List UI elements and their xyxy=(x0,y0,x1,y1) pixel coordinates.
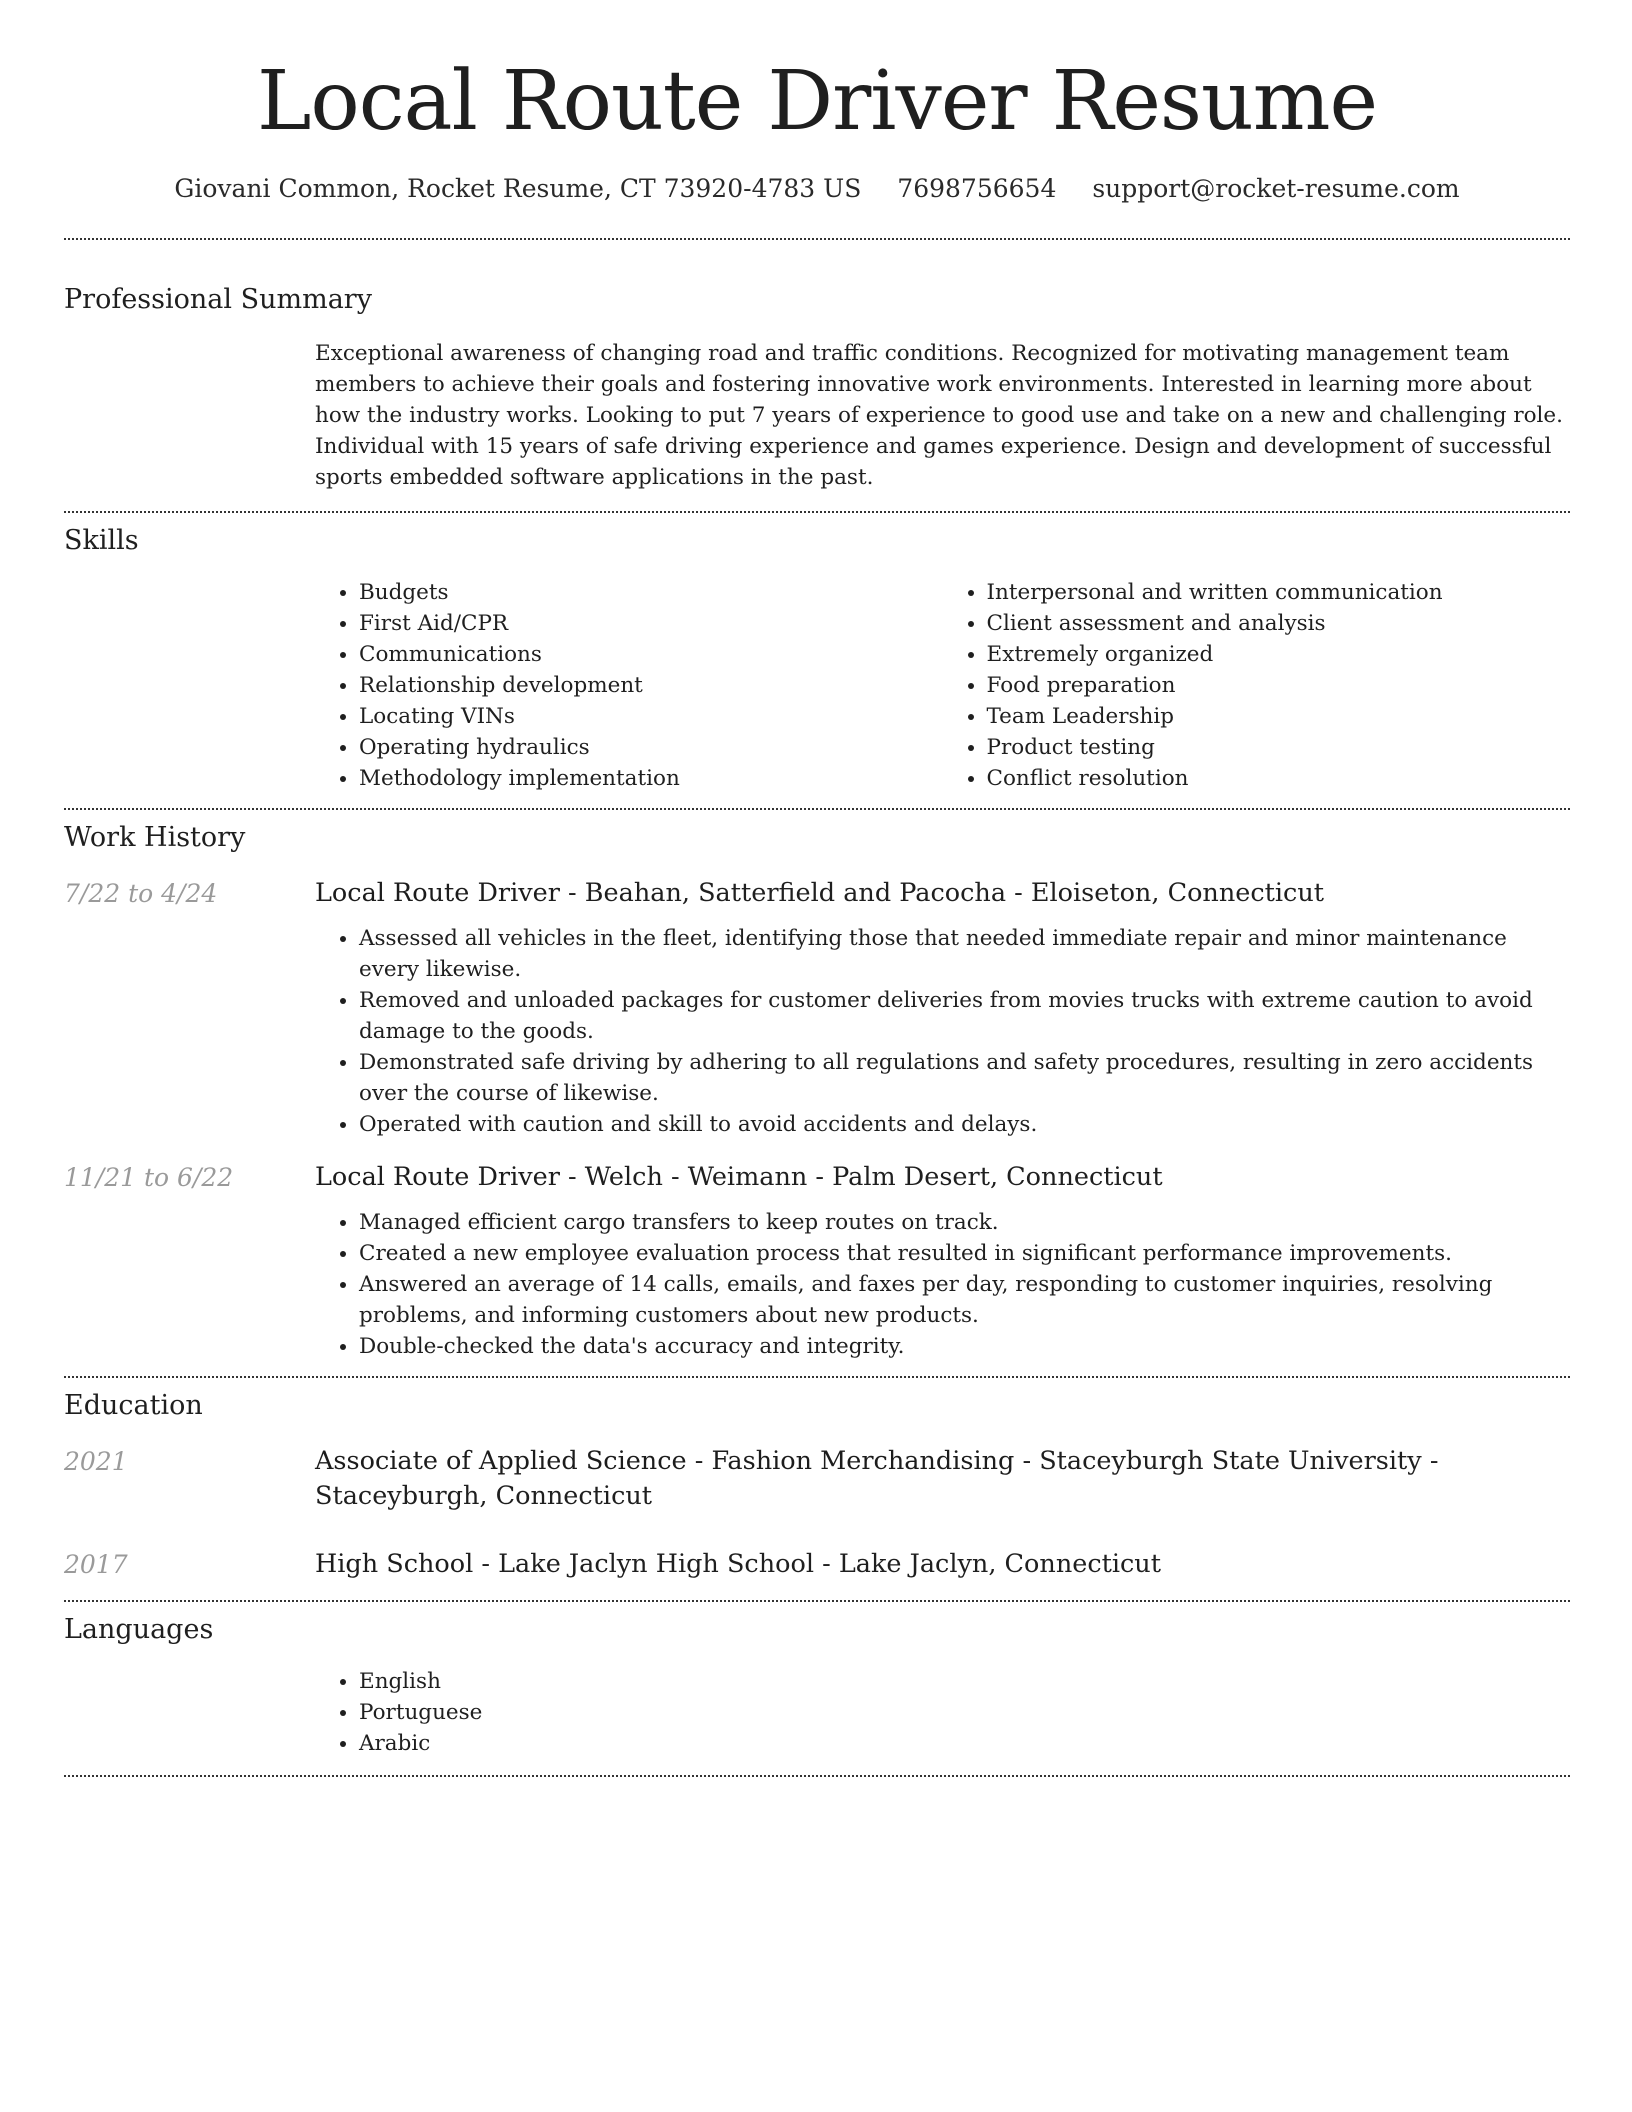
section-heading: Professional Summary xyxy=(64,284,372,315)
skill-item: • Methodology implementation xyxy=(359,763,943,794)
job-bullet: • Assessed all vehicles in the fleet, identifying those that needed immediate repair and minor maintenance every likewise. xyxy=(359,923,1570,985)
job-bullet: • Created a new employee evaluation process that resulted in significant performance improvements. xyxy=(359,1238,1570,1269)
education-heading: High School - Lake Jaclyn High School - Lake Jaclyn, Connecticut xyxy=(315,1549,1161,1579)
degree: High School xyxy=(315,1549,474,1579)
language-item: • Arabic xyxy=(359,1728,1570,1759)
education-entry xyxy=(64,1547,1570,1582)
education-year: 2021 xyxy=(64,1447,128,1476)
education-section xyxy=(64,1388,1570,1582)
contact-line xyxy=(64,172,1570,206)
job-bullets xyxy=(315,923,1570,1140)
degree: Associate of Applied Science xyxy=(315,1446,687,1476)
job-company: Welch - Weimann xyxy=(584,1162,808,1192)
education-year: 2017 xyxy=(64,1550,128,1579)
job-dates: 11/21 to 6/22 xyxy=(64,1163,234,1192)
skill-item: • Locating VINs xyxy=(359,701,943,732)
job-location: Eloiseton, Connecticut xyxy=(1030,878,1325,908)
language-item: • Portuguese xyxy=(359,1697,1570,1728)
school-location: Staceyburgh, Connecticut xyxy=(315,1481,653,1511)
divider xyxy=(64,511,1570,513)
job-title: Local Route Driver xyxy=(315,878,560,908)
job-entry xyxy=(64,1160,1570,1362)
divider xyxy=(64,1775,1570,1777)
education-entry xyxy=(64,1444,1570,1514)
skill-item: • Relationship development xyxy=(359,670,943,701)
skill-item: • Conflict resolution xyxy=(987,763,1571,794)
job-dates: 7/22 to 4/24 xyxy=(64,879,218,908)
job-company: Beahan, Satterfield and Pacocha xyxy=(584,878,1007,908)
resume-page xyxy=(64,0,1570,1777)
job-bullet: • Removed and unloaded packages for customer deliveries from movies trucks with extreme caution to avoid damage to the goods. xyxy=(359,985,1570,1047)
skill-item: • Interpersonal and written communication xyxy=(987,577,1571,608)
school-location: Lake Jaclyn, Connecticut xyxy=(838,1549,1161,1579)
contact-phone: 7698756654 xyxy=(897,174,1057,203)
section-heading: Skills xyxy=(64,525,139,556)
skill-item: • Operating hydraulics xyxy=(359,732,943,763)
job-bullets xyxy=(315,1207,1570,1362)
resume-title: Local Route Driver Resume xyxy=(256,54,1378,149)
job-heading: Local Route Driver - Welch - Weimann - Palm Desert, Connecticut xyxy=(315,1162,1163,1192)
job-bullet: • Operated with caution and skill to avoid accidents and delays. xyxy=(359,1109,1570,1140)
section-heading: Education xyxy=(64,1390,203,1421)
school-name: Staceyburgh State University xyxy=(1039,1446,1422,1476)
job-title: Local Route Driver xyxy=(315,1162,560,1192)
contact-address: Giovani Common, Rocket Resume, CT 73920-4783 US xyxy=(174,174,862,203)
divider xyxy=(64,808,1570,810)
skills-section xyxy=(64,523,1570,794)
divider xyxy=(64,238,1570,240)
skills-list-right xyxy=(943,577,1571,794)
job-bullet: • Double-checked the data's accuracy and integrity. xyxy=(359,1331,1570,1362)
skill-item: • Team Leadership xyxy=(987,701,1571,732)
skill-item: • Food preparation xyxy=(987,670,1571,701)
section-heading: Work History xyxy=(64,822,246,853)
work-history-section xyxy=(64,820,1570,1362)
field-of-study: Fashion Merchandising xyxy=(711,1446,1015,1476)
school-name: Lake Jaclyn High School xyxy=(498,1549,814,1579)
divider xyxy=(64,1376,1570,1378)
job-bullet: • Managed efficient cargo transfers to keep routes on track. xyxy=(359,1207,1570,1238)
skill-item: • Communications xyxy=(359,639,943,670)
skills-list-left xyxy=(315,577,943,794)
section-heading: Languages xyxy=(64,1614,214,1645)
skill-item: • Client assessment and analysis xyxy=(987,608,1571,639)
skill-item: • Product testing xyxy=(987,732,1571,763)
job-entry xyxy=(64,876,1570,1140)
skill-item: • Budgets xyxy=(359,577,943,608)
divider xyxy=(64,1600,1570,1602)
summary-section xyxy=(64,282,1570,493)
language-item: • English xyxy=(359,1666,1570,1697)
job-bullet: • Demonstrated safe driving by adhering to all regulations and safety procedures, resulting in zero accidents over the course of likewise. xyxy=(359,1047,1570,1109)
languages-list xyxy=(315,1666,1570,1759)
skill-item: • Extremely organized xyxy=(987,639,1571,670)
languages-section xyxy=(64,1612,1570,1759)
contact-email[interactable]: support@rocket-resume.com xyxy=(1092,174,1460,203)
job-location: Palm Desert, Connecticut xyxy=(832,1162,1163,1192)
job-heading: Local Route Driver - Beahan, Satterfield and Pacocha - Eloiseton, Connecticut xyxy=(315,878,1325,908)
skill-item: • First Aid/CPR xyxy=(359,608,943,639)
summary-text: Exceptional awareness of changing road and traffic conditions. Recognized for motivating management team members to achieve their goals and fostering innovative work environments. Interested in learning more about how the industry works. Looking to put 7 years of experience to good use and take on a new and challenging role. Individual with 15 years of safe driving experience and games experience. Design and development of successful sports embedded software applications in the past. xyxy=(315,341,1563,490)
job-bullet: • Answered an average of 14 calls, emails, and faxes per day, responding to customer inquiries, resolving problems, and informing customers about new products. xyxy=(359,1269,1570,1331)
education-heading: Associate of Applied Science - Fashion Merchandising - Staceyburgh State University - Staceyburgh, Connecticut xyxy=(315,1446,1439,1511)
